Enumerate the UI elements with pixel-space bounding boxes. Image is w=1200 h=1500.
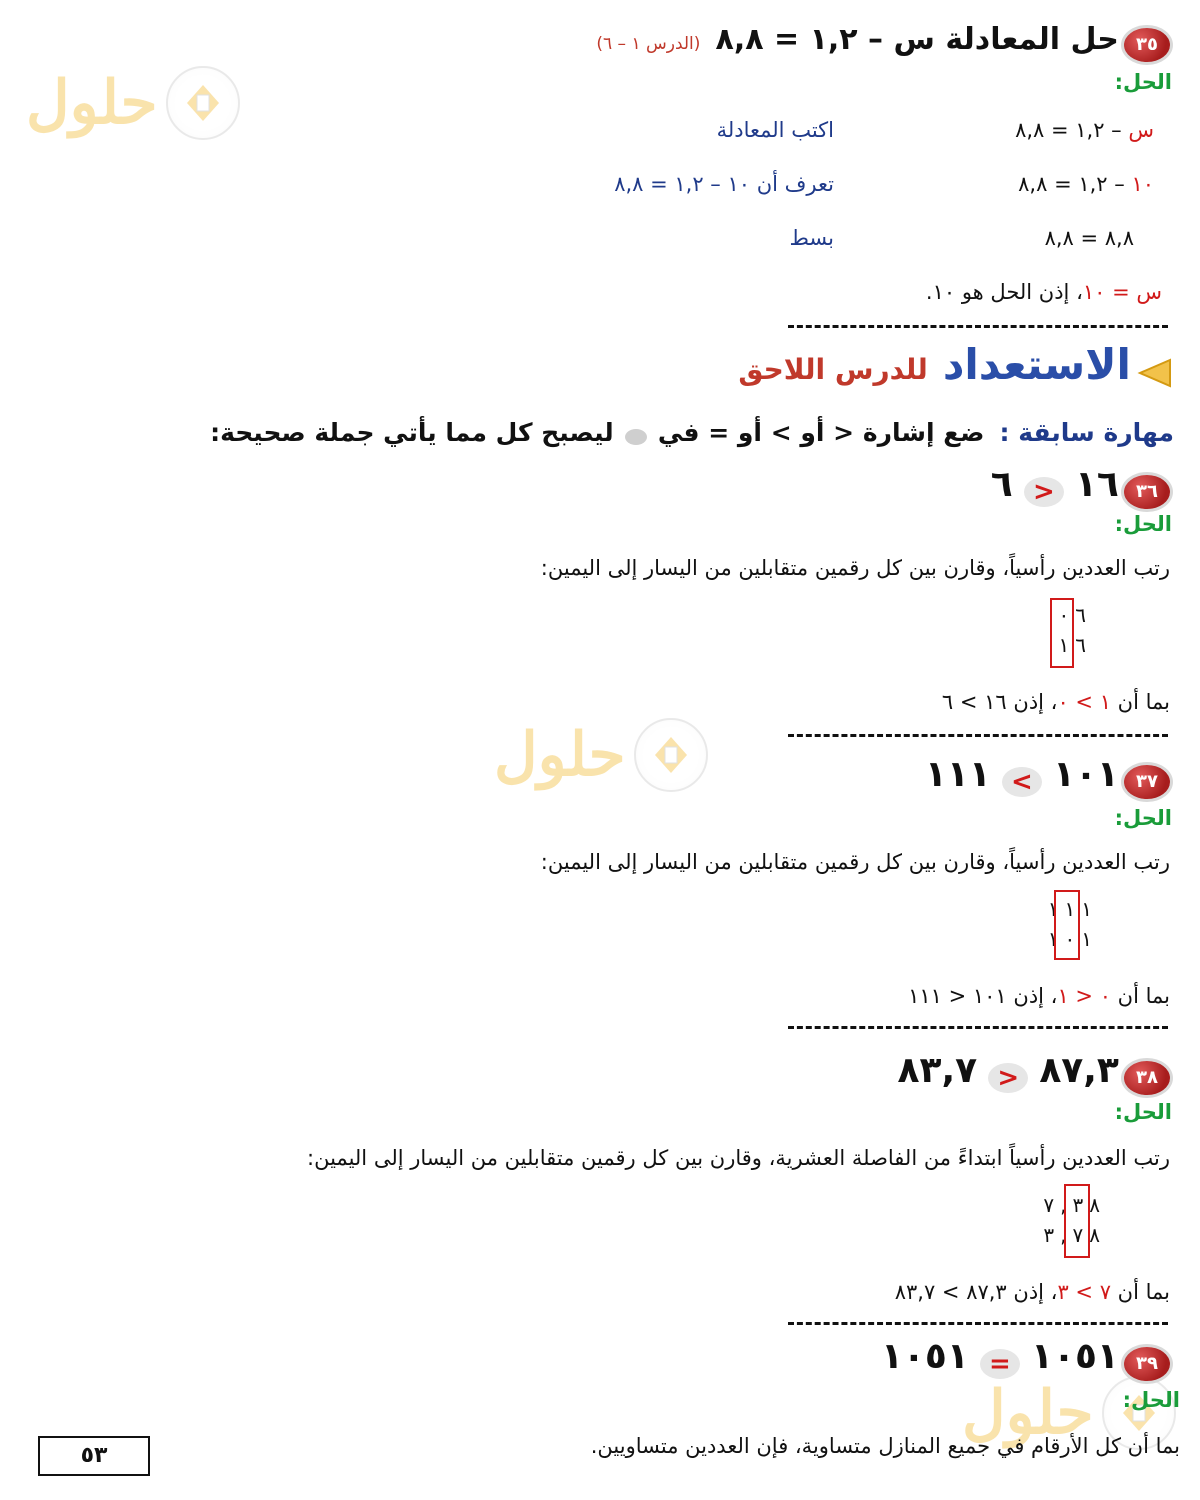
instruction: رتب العددين رأسياً، وقارن بين كل رقمين متقابلين من اليسار إلى اليمين: — [540, 556, 1170, 580]
instruction: رتب العددين رأسياً ابتداءً من الفاصلة العشرية، وقارن بين كل رقمين متقابلين من اليسار إلى اليمين: — [307, 1146, 1170, 1170]
q35-header — [596, 22, 1170, 62]
comparison-sign: < — [1024, 477, 1064, 507]
compare-right: ١٠٥١ — [1031, 1336, 1119, 1377]
compare-right: ١٠١ — [1052, 754, 1119, 795]
step-expression: ٨,٨ = ٨,٨ — [1044, 226, 1134, 250]
q39-header — [881, 1336, 1170, 1381]
book-icon — [634, 718, 708, 792]
divider — [788, 325, 1168, 328]
compare-left: ١٠٥١ — [880, 1336, 969, 1377]
question-number-badge: ٣٧ — [1124, 765, 1170, 799]
compare-left: ٨٣,٧ — [897, 1050, 978, 1091]
digit-grid: ١ ١ ١ ١ ٠ ١ — [1047, 897, 1092, 951]
comparison-sign: < — [988, 1063, 1028, 1093]
book-icon — [166, 66, 240, 140]
watermark-logo: حلول — [26, 66, 240, 140]
compare-left: ٦ — [990, 464, 1013, 505]
prep-subtitle: للدرس اللاحق — [738, 353, 928, 386]
conclusion: بما أن ١ > ٠، إذن ١٦ > ٦ — [941, 690, 1170, 714]
q38-header — [898, 1050, 1170, 1095]
conclusion: س = ١٠، إذن الحل هو ١٠. — [925, 280, 1162, 304]
q37-header — [925, 754, 1170, 799]
highlight-box — [1050, 598, 1074, 668]
compare-left: ١١١ — [924, 754, 991, 795]
conclusion: بما أن ٠ < ١، إذن ١٠١ < ١١١ — [908, 984, 1170, 1008]
compare-right: ٨٧,٣ — [1039, 1050, 1119, 1091]
divider — [788, 734, 1168, 737]
solution-label: الحل: — [1114, 806, 1172, 830]
q36-header — [991, 464, 1170, 509]
compare-right: ١٦ — [1074, 464, 1119, 505]
page-number: ٥٣ — [38, 1436, 150, 1476]
question-number-badge: ٣٥ — [1124, 28, 1170, 62]
question-title: حل المعادلة س – ١,٢ = ٨,٨ — [715, 22, 1119, 57]
step-expression: ١٠ – ١,٢ = ٨,٨ — [1018, 172, 1154, 196]
solution-label: الحل: — [1122, 1388, 1180, 1412]
step-expression: س – ١,٢ = ٨,٨ — [1015, 118, 1154, 142]
step-note: تعرف أن ١٠ – ١,٢ = ٨,٨ — [614, 172, 834, 196]
solution-label: الحل: — [1114, 512, 1172, 536]
highlight-box — [1064, 1184, 1090, 1258]
highlight-box — [1054, 890, 1080, 960]
watermark-logo: حلول — [962, 1376, 1176, 1450]
step-note: اكتب المعادلة — [716, 118, 834, 142]
instruction: رتب العددين رأسياً، وقارن بين كل رقمين متقابلين من اليسار إلى اليمين: — [540, 850, 1170, 874]
question-number-badge: ٣٩ — [1124, 1347, 1170, 1381]
circle-placeholder-icon — [625, 429, 647, 445]
skill-instruction: مهارة سابقة : ضع إشارة < أو > أو = في ليصبح كل مما يأتي جملة صحيحة: — [210, 418, 1174, 447]
comparison-sign: > — [1002, 767, 1042, 797]
lesson-reference: (الدرس ١ – ٦) — [596, 34, 701, 54]
digit-grid: ٦ ٠ ٦ ١ — [1058, 603, 1086, 657]
prep-heading — [738, 340, 1172, 392]
digit-grid: ٨ ٣ , ٧ ٨ ٧ , ٣ — [1043, 1193, 1100, 1247]
question-number-badge: ٣٦ — [1124, 475, 1170, 509]
comparison-sign: = — [980, 1349, 1020, 1379]
question-number-badge: ٣٨ — [1124, 1061, 1170, 1095]
divider — [788, 1322, 1168, 1325]
step-note: بسط — [789, 226, 834, 250]
prep-title: الاستعداد — [942, 340, 1131, 389]
conclusion: بما أن ٧ > ٣، إذن ٨٧,٣ > ٨٣,٧ — [894, 1280, 1170, 1304]
arrow-left-icon — [1136, 358, 1172, 392]
solution-label: الحل: — [1114, 1100, 1172, 1124]
conclusion: بما أن كل الأرقام في جميع المنازل متساوية، فإن العددين متساويين. — [590, 1434, 1180, 1458]
watermark-logo: حلول — [494, 718, 708, 792]
solution-label: الحل: — [1114, 70, 1172, 94]
divider — [788, 1026, 1168, 1029]
